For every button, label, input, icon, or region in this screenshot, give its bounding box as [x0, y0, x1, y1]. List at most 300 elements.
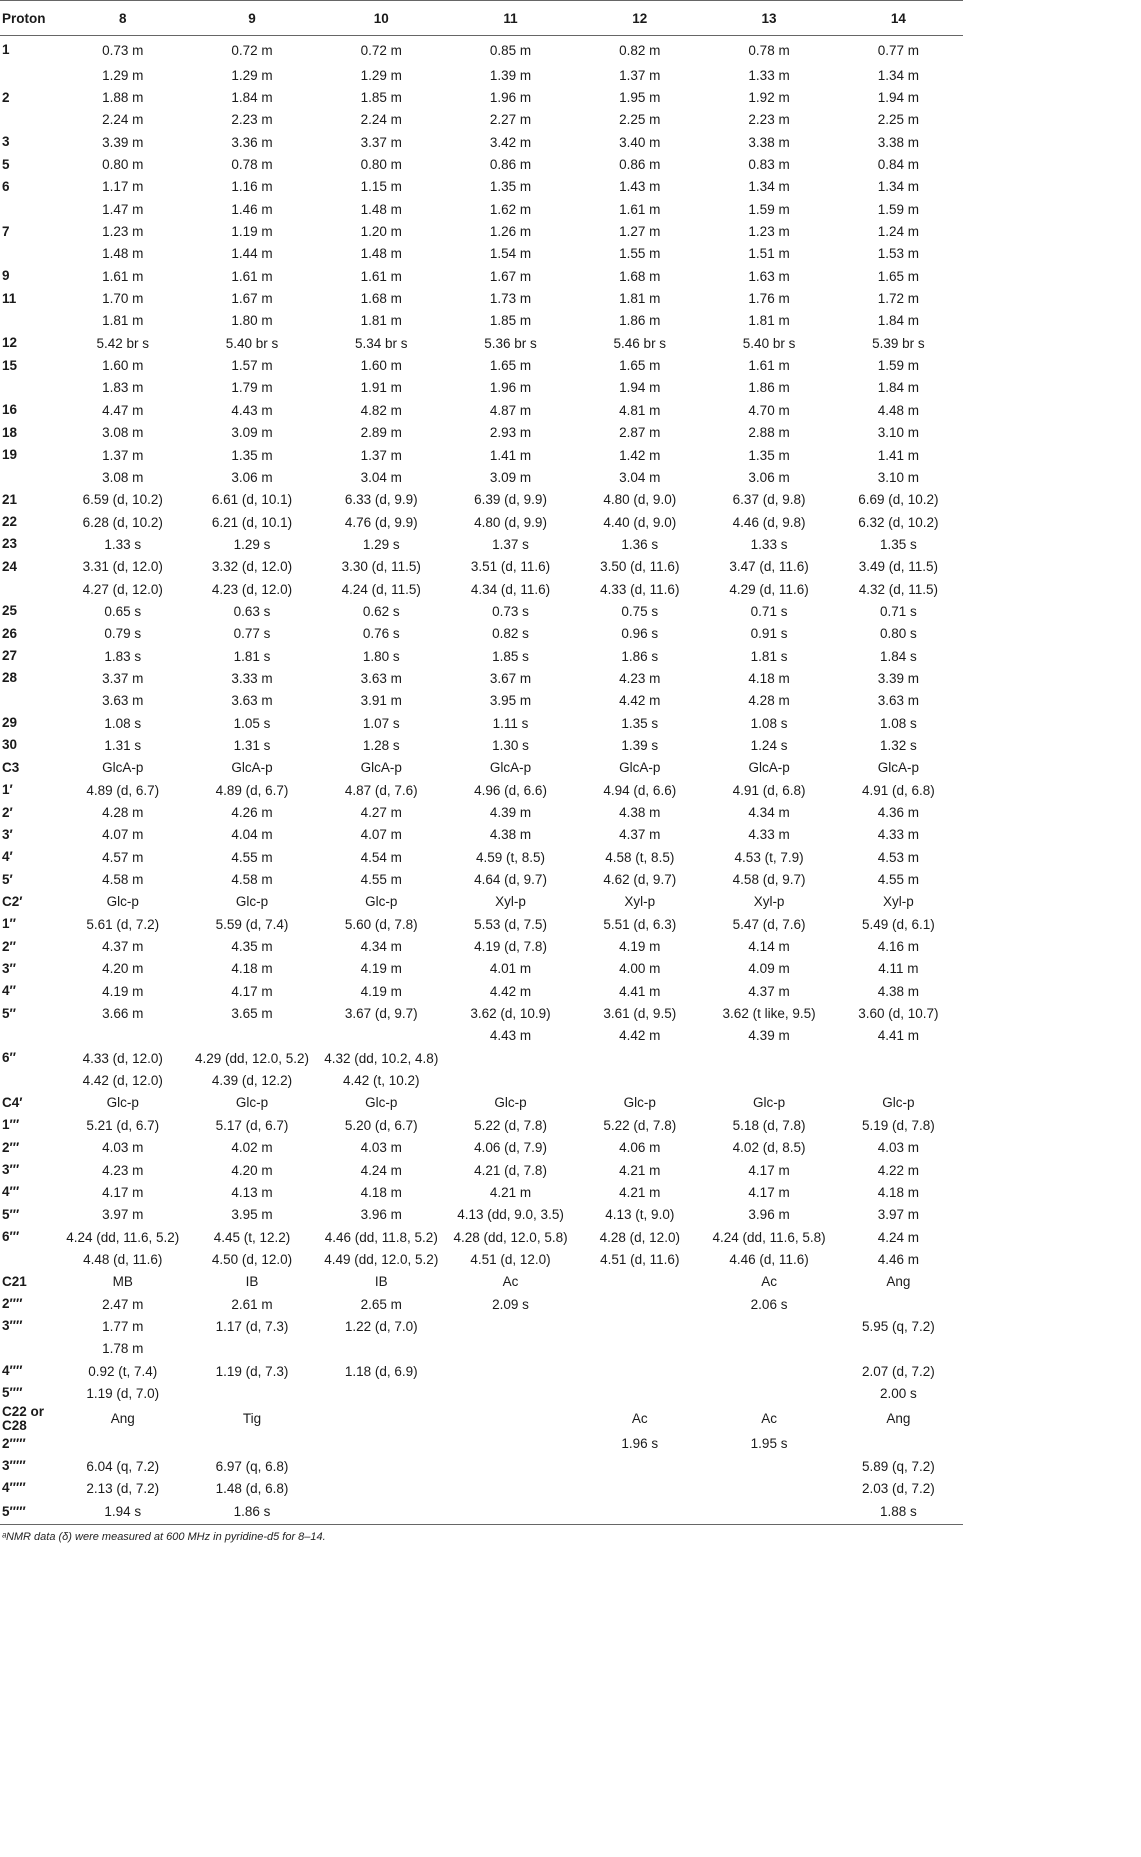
table-cell: 2.25 m: [619, 112, 661, 128]
table-cell: 1.33 m: [748, 67, 790, 83]
table-cell: [317, 1338, 446, 1360]
table-cell: 1.60 m: [360, 358, 402, 374]
table-cell: [446, 1047, 575, 1069]
table-row: [0, 176, 963, 198]
table-cell: 1.42 m: [619, 447, 661, 463]
table-cell: 4.59 (t, 8.5): [476, 849, 546, 865]
table-row: [0, 1405, 963, 1433]
table-cell: 3.51 (d, 11.6): [470, 559, 551, 575]
table-cell: 4.43 m: [489, 1028, 532, 1044]
table-row: [0, 1047, 963, 1069]
table-cell: 4.53 (t, 7.9): [734, 849, 804, 865]
table-cell: 4.46 (dd, 11.8, 5.2): [324, 1229, 438, 1245]
row-label: 25: [2, 603, 18, 619]
table-row: [0, 64, 963, 86]
table-row: [0, 1069, 963, 1091]
table-cell: 3.97 m: [877, 1207, 919, 1223]
table-cell: 1.81 s: [750, 648, 788, 664]
table-cell: Glc-p: [365, 894, 398, 910]
table-cell: 4.38 m: [877, 983, 919, 999]
table-cell: 1.30 s: [492, 737, 529, 753]
table-cell: 4.18 m: [360, 1184, 402, 1200]
table-cell: 4.42 m: [489, 983, 532, 999]
table-cell: 4.29 (dd, 12.0, 5.2): [194, 1050, 310, 1066]
table-row: [0, 1271, 963, 1293]
table-cell: 1.17 (d, 7.3): [215, 1318, 289, 1334]
row-label: 3: [2, 134, 10, 150]
table-cell: 4.70 m: [748, 402, 790, 418]
row-label: 9: [2, 268, 10, 284]
row-label: 2′′′′′: [2, 1435, 26, 1451]
table-cell: 5.20 (d, 6.7): [344, 1117, 418, 1133]
table-cell: 1.35 s: [879, 536, 917, 552]
row-label: [0, 1069, 58, 1091]
table-cell: 0.72 m: [231, 42, 273, 58]
table-cell: 0.86 m: [619, 157, 661, 173]
table-row: [0, 377, 963, 399]
table-cell: 6.04 (q, 7.2): [86, 1458, 160, 1474]
table-cell: 1.37 m: [102, 447, 144, 463]
table-cell: 1.73 m: [489, 291, 532, 307]
table-cell: 1.96 s: [621, 1436, 659, 1452]
table-cell: 1.15 m: [360, 179, 402, 195]
table-cell: 1.81 m: [102, 313, 144, 329]
row-label: C2′: [2, 893, 23, 909]
table-cell: 4.07 m: [102, 827, 144, 843]
table-row: [0, 935, 963, 957]
table-cell: 1.18 (d, 6.9): [344, 1363, 418, 1379]
table-cell: 0.84 m: [877, 157, 919, 173]
table-cell: 3.96 m: [748, 1207, 790, 1223]
table-row: [0, 1114, 963, 1136]
table-cell: 2.24 m: [102, 112, 144, 128]
table-cell: 1.94 m: [619, 380, 661, 396]
table-cell: 5.40 br s: [225, 335, 279, 351]
row-label: [0, 310, 58, 332]
table-cell: 1.57 m: [231, 358, 273, 374]
table-cell: 4.27 m: [360, 805, 402, 821]
table-cell: 1.47 m: [102, 201, 144, 217]
table-cell: 4.13 (dd, 9.0, 3.5): [457, 1207, 564, 1223]
table-cell: 3.37 m: [360, 134, 402, 150]
table-cell: 4.33 (d, 12.0): [82, 1050, 163, 1066]
table-cell: Tig: [242, 1411, 262, 1427]
header-compound-14: 14: [834, 1, 963, 36]
table-cell: [704, 1500, 833, 1525]
table-cell: 2.00 s: [879, 1385, 917, 1401]
table-cell: 4.03 m: [360, 1140, 402, 1156]
table-cell: Glc-p: [494, 1095, 527, 1111]
table-row: [0, 913, 963, 935]
row-label: 3′′′: [2, 1162, 20, 1178]
row-label: 5′: [2, 871, 13, 887]
table-cell: 1.83 m: [102, 380, 144, 396]
table-cell: 4.14 m: [748, 939, 790, 955]
table-cell: 3.66 m: [102, 1006, 144, 1022]
table-cell: [834, 1293, 963, 1315]
table-cell: GlcA-p: [619, 760, 661, 776]
table-cell: [834, 1069, 963, 1091]
table-cell: [317, 1382, 446, 1404]
table-cell: 0.75 s: [621, 603, 659, 619]
table-cell: 4.18 m: [231, 961, 273, 977]
table-cell: 4.36 m: [877, 805, 919, 821]
table-cell: [575, 1500, 704, 1525]
table-cell: 2.87 m: [619, 425, 661, 441]
table-row: [0, 1137, 963, 1159]
table-cell: 1.80 m: [231, 313, 273, 329]
table-cell: 4.53 m: [877, 849, 919, 865]
table-cell: 6.33 (d, 9.9): [344, 492, 418, 508]
table-cell: 3.67 m: [489, 670, 532, 686]
table-cell: 6.59 (d, 10.2): [82, 492, 163, 508]
table-cell: GlcA-p: [877, 760, 919, 776]
table-cell: 4.43 m: [231, 402, 273, 418]
table-cell: 4.55 m: [877, 872, 919, 888]
table-cell: 1.23 m: [748, 224, 790, 240]
table-cell: 4.37 m: [748, 983, 790, 999]
table-cell: 2.61 m: [231, 1296, 273, 1312]
header-compound-13: 13: [704, 1, 833, 36]
table-cell: 4.46 (d, 9.8): [732, 514, 806, 530]
table-cell: [317, 1433, 446, 1455]
table-cell: [704, 1477, 833, 1499]
row-label: 3′′′′′: [2, 1458, 26, 1474]
table-cell: 4.34 m: [360, 939, 402, 955]
table-cell: 0.80 s: [879, 626, 917, 642]
row-label: 6′′: [2, 1050, 16, 1066]
table-cell: 1.23 m: [102, 224, 144, 240]
row-label: [0, 198, 58, 220]
table-row: [0, 980, 963, 1002]
table-cell: 1.51 m: [748, 246, 790, 262]
table-cell: 4.41 m: [877, 1028, 919, 1044]
table-cell: 3.30 (d, 11.5): [341, 559, 421, 575]
table-cell: 4.42 m: [619, 693, 661, 709]
table-row: [0, 1433, 963, 1455]
table-cell: 3.96 m: [360, 1207, 402, 1223]
table-cell: 3.04 m: [360, 469, 402, 485]
table-cell: 1.85 m: [489, 313, 532, 329]
table-row: [0, 444, 963, 466]
table-cell: 6.28 (d, 10.2): [82, 514, 163, 530]
table-cell: 2.13 (d, 7.2): [86, 1480, 160, 1496]
table-cell: 4.54 m: [360, 849, 402, 865]
table-cell: 6.39 (d, 9.9): [474, 492, 547, 508]
table-cell: 2.06 s: [750, 1296, 788, 1312]
table-cell: 4.33 m: [748, 827, 790, 843]
table-row: [0, 1025, 963, 1047]
table-row: [0, 198, 963, 220]
table-cell: 4.46 m: [877, 1251, 919, 1267]
row-label: [0, 243, 58, 265]
table-cell: 4.26 m: [231, 805, 273, 821]
table-cell: 6.97 (q, 6.8): [215, 1458, 289, 1474]
table-cell: 4.17 m: [231, 983, 273, 999]
row-label: 5′′: [2, 1005, 16, 1021]
table-cell: 5.36 br s: [484, 335, 537, 351]
table-cell: 1.35 m: [748, 447, 790, 463]
table-row: [0, 645, 963, 667]
table-cell: 5.34 br s: [355, 335, 408, 351]
table-cell: 1.79 m: [231, 380, 273, 396]
table-row: [0, 667, 963, 689]
row-label: 4′′′′′: [2, 1480, 26, 1496]
table-cell: 3.09 m: [489, 469, 532, 485]
table-cell: 1.61 m: [231, 268, 273, 284]
table-row: [0, 734, 963, 756]
table-cell: 4.18 m: [877, 1184, 919, 1200]
table-cell: 1.68 m: [360, 291, 402, 307]
table-cell: 4.42 (d, 12.0): [82, 1073, 163, 1089]
table-cell: 3.40 m: [619, 134, 661, 150]
row-label: [0, 377, 58, 399]
table-cell: 1.67 m: [489, 268, 532, 284]
table-cell: 1.70 m: [102, 291, 144, 307]
table-cell: 4.87 m: [489, 402, 532, 418]
table-cell: 3.38 m: [877, 134, 919, 150]
table-cell: 3.04 m: [619, 469, 661, 485]
table-cell: 3.09 m: [231, 425, 273, 441]
table-cell: 1.68 m: [619, 268, 661, 284]
row-label: 2′′′: [2, 1139, 20, 1155]
row-label: 26: [2, 625, 18, 641]
table-cell: 4.39 m: [748, 1028, 790, 1044]
table-row: [0, 354, 963, 376]
table-row: [0, 556, 963, 578]
table-cell: 1.88 m: [102, 90, 144, 106]
table-cell: 6.61 (d, 10.1): [211, 492, 293, 508]
table-cell: 3.42 m: [489, 134, 532, 150]
table-cell: [446, 1477, 575, 1499]
table-cell: 2.23 m: [748, 112, 790, 128]
header-compound-8: 8: [58, 1, 187, 36]
table-cell: 1.81 s: [233, 648, 271, 664]
table-cell: 4.38 m: [489, 827, 532, 843]
table-cell: 1.65 m: [619, 358, 661, 374]
table-cell: 1.61 m: [102, 268, 144, 284]
table-row: [0, 757, 963, 779]
table-cell: 4.35 m: [231, 939, 273, 955]
table-cell: 3.62 (d, 10.9): [470, 1006, 551, 1022]
header-compound-11: 11: [446, 1, 575, 36]
table-cell: GlcA-p: [231, 760, 273, 776]
table-cell: 4.96 (d, 6.6): [474, 782, 547, 798]
table-cell: [834, 1433, 963, 1455]
table-cell: 2.65 m: [360, 1296, 402, 1312]
table-cell: 1.22 (d, 7.0): [344, 1318, 418, 1334]
table-cell: 1.55 m: [619, 246, 661, 262]
table-cell: 4.37 m: [102, 939, 144, 955]
row-label: [0, 466, 58, 488]
table-cell: 1.86 s: [621, 648, 659, 664]
table-cell: 3.36 m: [231, 134, 273, 150]
table-cell: 4.57 m: [102, 849, 144, 865]
table-row: [0, 690, 963, 712]
table-row: [0, 846, 963, 868]
table-row: [0, 533, 963, 555]
row-label: 7: [2, 223, 10, 239]
table-cell: 5.17 (d, 6.7): [215, 1117, 289, 1133]
table-cell: 4.80 (d, 9.0): [603, 492, 677, 508]
table-cell: 4.19 m: [360, 961, 402, 977]
table-cell: 4.07 m: [360, 827, 402, 843]
table-cell: 1.81 m: [619, 291, 661, 307]
table-cell: 1.48 (d, 6.8): [215, 1480, 289, 1496]
table-cell: 1.59 m: [877, 358, 919, 374]
table-cell: 4.23 m: [619, 670, 661, 686]
table-cell: 1.84 m: [231, 90, 273, 106]
table-cell: 6.32 (d, 10.2): [858, 514, 939, 530]
table-cell: 1.29 m: [360, 67, 402, 83]
table-cell: 1.35 s: [621, 715, 659, 731]
table-cell: 5.61 (d, 7.2): [86, 916, 160, 932]
table-cell: 4.16 m: [877, 939, 919, 955]
table-cell: 4.17 m: [102, 1184, 144, 1200]
table-cell: 4.24 m: [360, 1162, 402, 1178]
table-row: [0, 86, 963, 108]
table-cell: 1.86 m: [748, 380, 790, 396]
table-cell: 1.84 m: [877, 380, 919, 396]
table-cell: 1.83 s: [104, 648, 142, 664]
table-cell: 4.24 m: [877, 1229, 919, 1245]
table-row: [0, 332, 963, 354]
table-cell: 4.24 (dd, 11.6, 5.2): [66, 1229, 180, 1245]
table-row: [0, 1338, 963, 1360]
table-cell: 1.48 m: [360, 201, 402, 217]
table-cell: Glc-p: [106, 1095, 139, 1111]
table-cell: Xyl-p: [753, 894, 785, 910]
row-label: C22 or C28: [2, 1403, 45, 1433]
table-cell: [446, 1069, 575, 1091]
table-cell: [704, 1338, 833, 1360]
table-cell: 4.33 m: [877, 827, 919, 843]
table-cell: 1.35 m: [231, 447, 273, 463]
table-cell: 4.28 (dd, 12.0, 5.8): [453, 1229, 568, 1245]
row-label: 16: [2, 402, 18, 418]
table-cell: [187, 1338, 316, 1360]
table-cell: 1.36 s: [621, 536, 659, 552]
table-cell: 4.82 m: [360, 402, 402, 418]
row-label: 3′′: [2, 960, 16, 976]
table-cell: 4.20 m: [102, 961, 144, 977]
table-row: [0, 1455, 963, 1477]
table-cell: 3.08 m: [102, 469, 144, 485]
table-cell: 0.77 m: [877, 42, 919, 58]
table-cell: Glc-p: [882, 1095, 915, 1111]
table-cell: 4.20 m: [231, 1162, 273, 1178]
row-label: 15: [2, 357, 18, 373]
table-cell: [58, 1433, 187, 1455]
row-label: 19: [2, 447, 18, 463]
table-cell: 4.39 m: [489, 805, 532, 821]
table-cell: [446, 1360, 575, 1382]
table-cell: 1.08 s: [750, 715, 788, 731]
table-cell: 4.13 m: [231, 1184, 273, 1200]
table-cell: 0.62 s: [362, 603, 400, 619]
table-cell: 3.63 m: [231, 693, 273, 709]
table-cell: 0.78 m: [231, 157, 273, 173]
row-label: C4′: [2, 1094, 23, 1110]
table-cell: 4.76 (d, 9.9): [344, 514, 418, 530]
table-cell: 5.42 br s: [96, 335, 149, 351]
table-cell: 0.76 s: [362, 626, 400, 642]
table-cell: 4.21 (d, 7.8): [474, 1162, 547, 1178]
table-cell: 5.22 (d, 7.8): [603, 1117, 677, 1133]
table-cell: 5.19 (d, 7.8): [861, 1117, 935, 1133]
table-row: [0, 220, 963, 242]
table-cell: 3.95 m: [231, 1207, 273, 1223]
table-cell: IB: [374, 1274, 388, 1290]
table-cell: 1.05 s: [233, 715, 271, 731]
table-cell: 4.50 (d, 12.0): [211, 1251, 293, 1267]
table-cell: 4.02 m: [231, 1140, 273, 1156]
table-cell: [317, 1477, 446, 1499]
table-cell: [446, 1382, 575, 1404]
table-cell: Ang: [886, 1274, 911, 1290]
table-cell: Ac: [631, 1411, 648, 1427]
table-cell: 4.38 m: [619, 805, 661, 821]
table-cell: 4.04 m: [231, 827, 273, 843]
table-cell: 4.17 m: [748, 1184, 790, 1200]
table-cell: GlcA-p: [102, 760, 144, 776]
table-cell: 1.59 m: [748, 201, 790, 217]
row-label: 1′: [2, 782, 13, 798]
table-cell: Glc-p: [623, 1095, 656, 1111]
table-row: [0, 1204, 963, 1226]
table-cell: [575, 1047, 704, 1069]
table-cell: [317, 1500, 446, 1525]
table-row: [0, 265, 963, 287]
table-cell: 1.65 m: [877, 268, 919, 284]
table-cell: 4.21 m: [619, 1162, 661, 1178]
table-cell: 0.73 s: [492, 603, 529, 619]
table-cell: 0.80 m: [102, 157, 144, 173]
table-cell: 1.29 s: [233, 536, 271, 552]
table-cell: Glc-p: [106, 894, 139, 910]
table-cell: 4.29 (d, 11.6): [729, 581, 809, 597]
table-cell: 1.37 m: [360, 447, 402, 463]
table-cell: 4.39 (d, 12.2): [211, 1073, 293, 1089]
table-cell: 1.94 s: [58, 1500, 187, 1525]
table-cell: 1.19 (d, 7.0): [86, 1385, 160, 1401]
table-cell: [317, 1405, 446, 1433]
table-cell: 4.01 m: [489, 961, 532, 977]
table-cell: 1.29 s: [362, 536, 400, 552]
table-cell: 5.51 (d, 6.3): [603, 916, 677, 932]
table-row: [0, 1382, 963, 1404]
table-row: [0, 511, 963, 533]
table-cell: 3.67 (d, 9.7): [344, 1006, 418, 1022]
row-label: 3′′′′: [2, 1318, 23, 1334]
table-cell: 4.87 (d, 7.6): [344, 782, 418, 798]
table-cell: 1.60 m: [102, 358, 144, 374]
table-cell: 4.21 m: [619, 1184, 661, 1200]
table-cell: 0.85 m: [489, 42, 532, 58]
table-cell: 1.61 m: [619, 201, 661, 217]
table-cell: 1.31 s: [233, 737, 271, 753]
table-cell: 5.18 (d, 7.8): [732, 1117, 806, 1133]
table-cell: 4.32 (dd, 10.2, 4.8): [324, 1050, 439, 1066]
row-label: 1: [2, 42, 10, 57]
table-cell: 3.08 m: [102, 425, 144, 441]
table-cell: [58, 1025, 187, 1047]
table-cell: 1.11 s: [492, 715, 529, 731]
header-proton: Proton: [0, 1, 58, 36]
table-row: [0, 1248, 963, 1270]
table-cell: 4.49 (dd, 12.0, 5.2): [324, 1251, 439, 1267]
row-label: 2′: [2, 804, 13, 820]
